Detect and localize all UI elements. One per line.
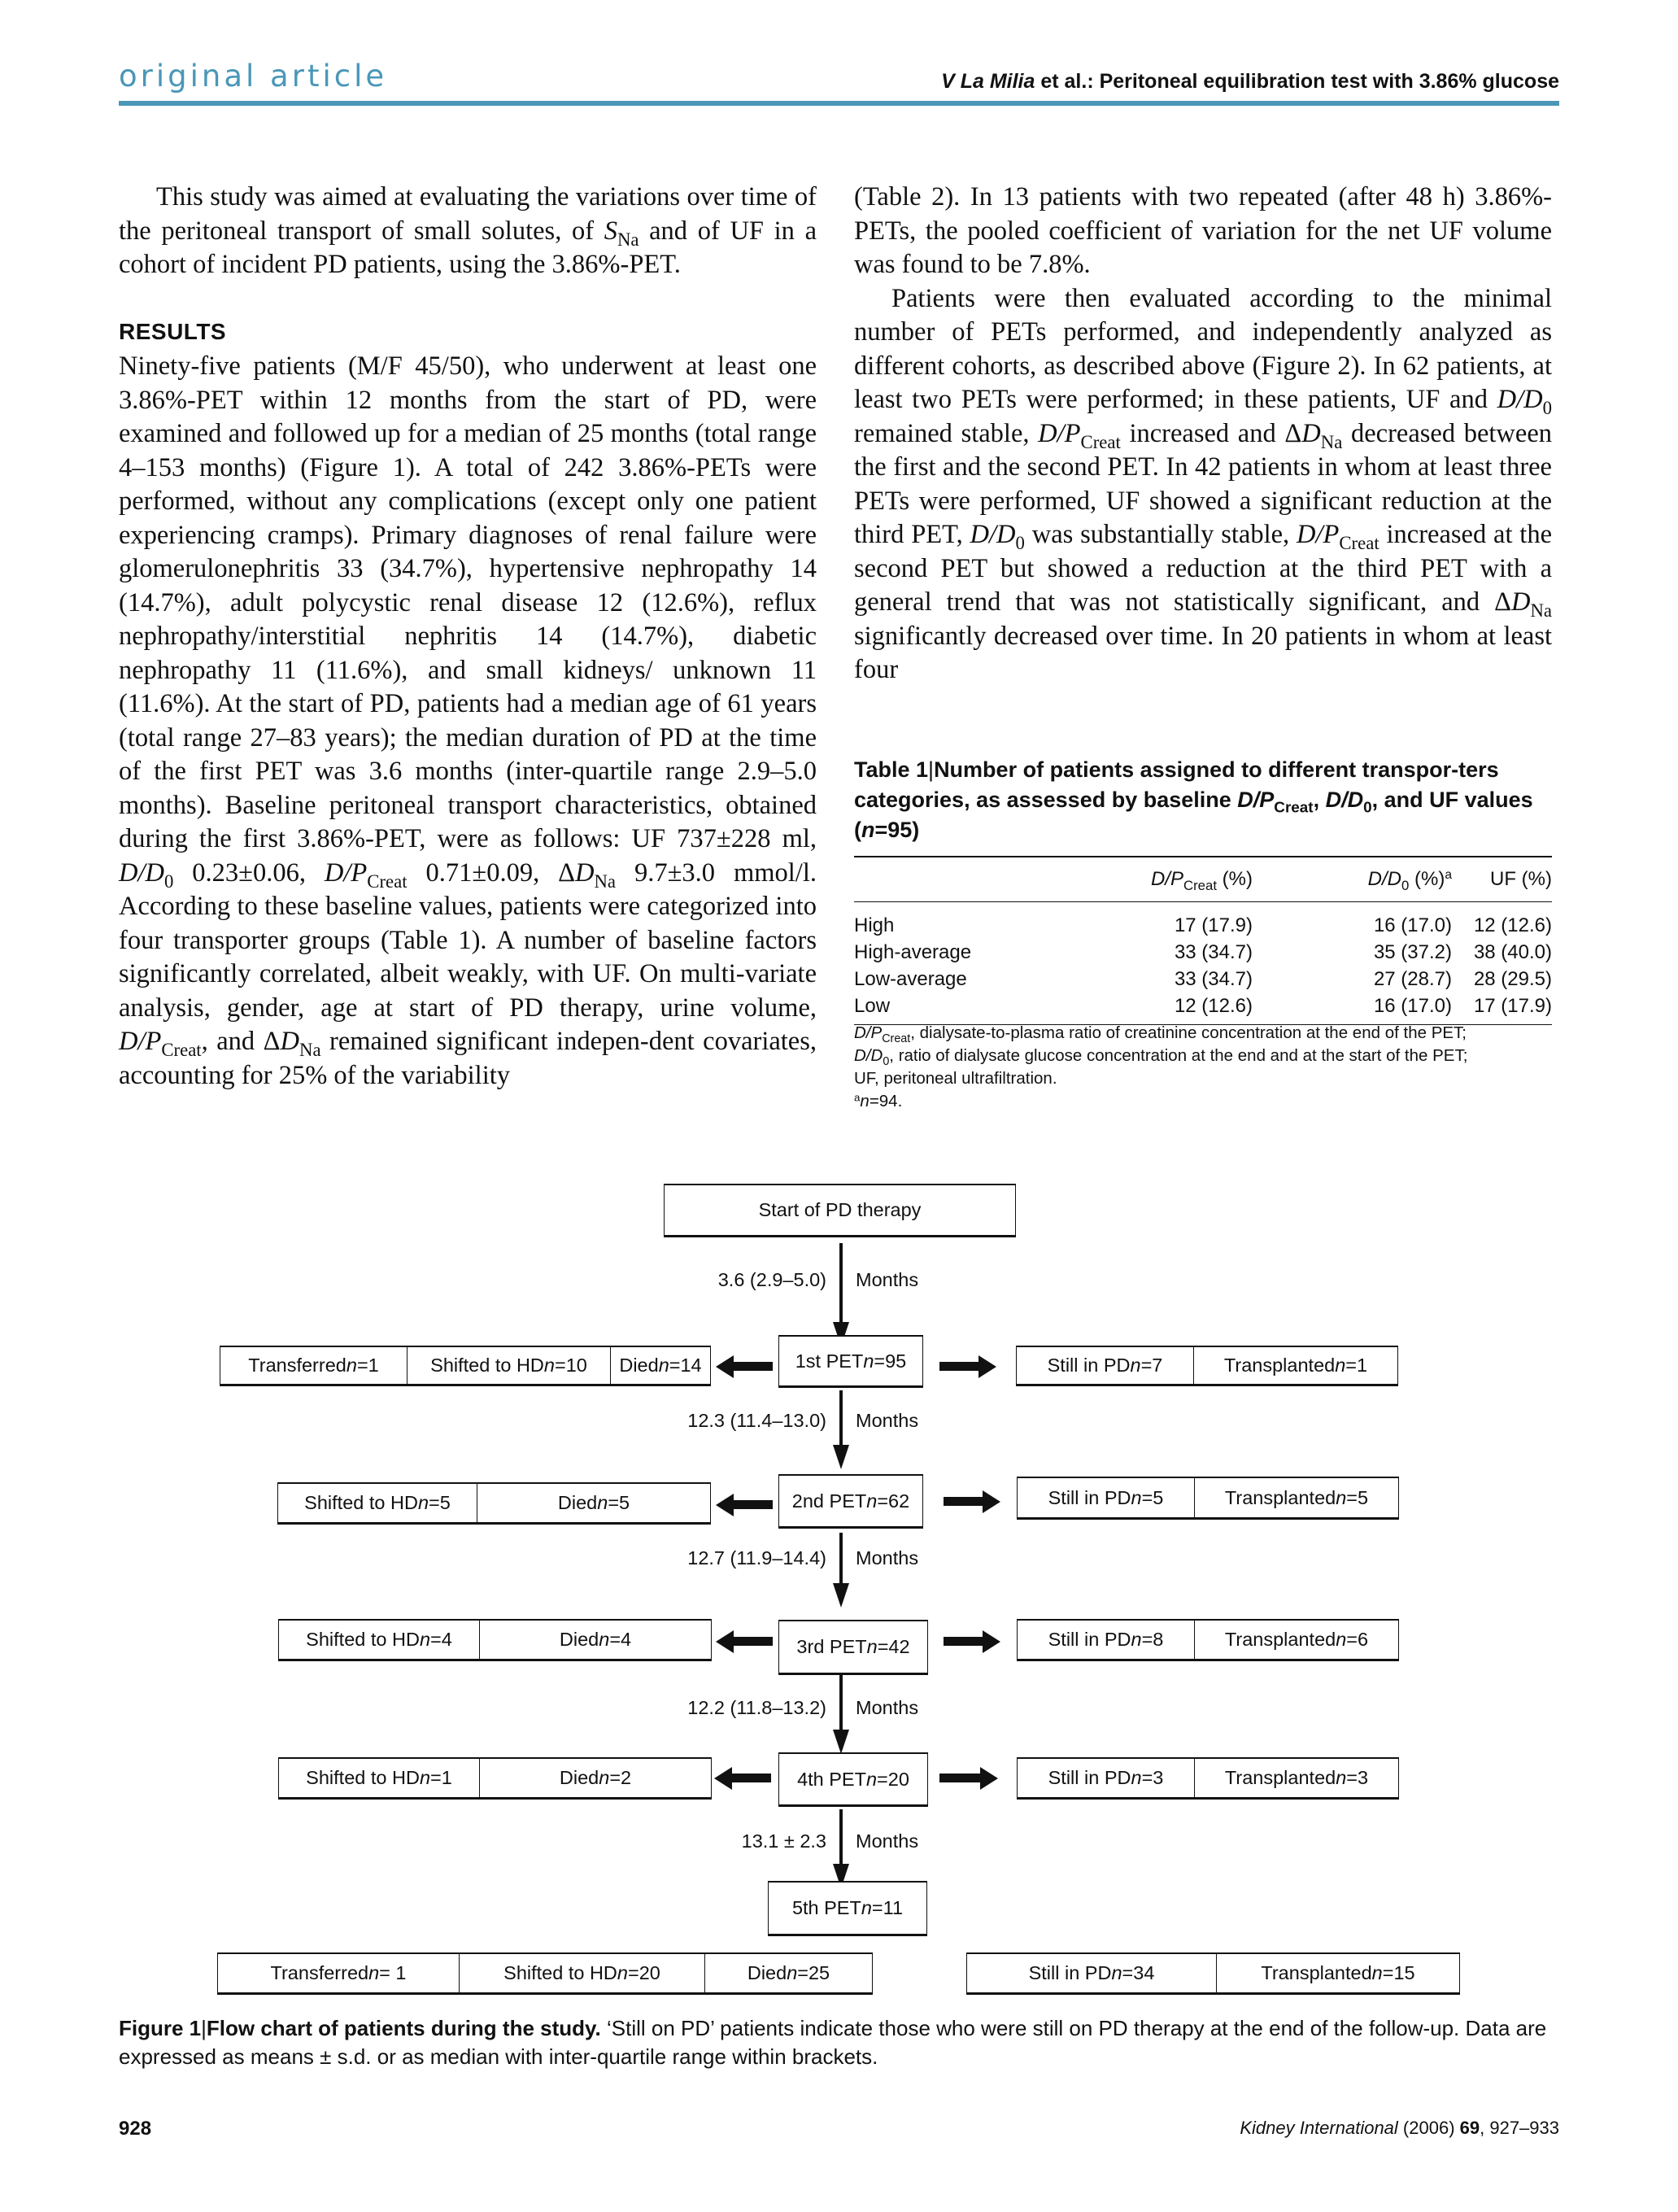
arrow-down-icon	[833, 1730, 849, 1754]
final-still-in-pd: Still in PD n =34	[967, 1954, 1217, 1992]
running-title-authors: V La Milia	[941, 70, 1035, 93]
footnote-uf: UF, peritoneal ultrafiltration.	[854, 1069, 1057, 1088]
figure-caption: Figure 1|Flow chart of patients during the study. ‘Still on PD’ patients indicate those who were still on PD therapy at the end of the follow-up. Data are expressed as means ± s.d. or as median with inter-quartile range within brackets.	[119, 2016, 1547, 2069]
pet-box-1: 1st PET n =95	[778, 1335, 923, 1388]
running-title	[941, 70, 1559, 94]
arrow-left-shaft	[732, 1637, 773, 1646]
arrow-right-icon	[980, 1767, 998, 1790]
results-paragraph: Ninety-five patients (M/F 45/50), who underwent at least one 3.86%-PET within 12 months from the start of PD, were examined and followed up for a median of 25 months (total range 4–153 months) (Figure 1). A total of 242 3.86%-PETs were performed, without any complications (except only one patient experiencing cramps). Primary diagnoses of renal failure were glomerulonephritis 33 (34.7%), hypertensive nephropathy 14 (14.7%), adult polycystic renal disease 12 (12.6%), reflux nephropathy/interstitial nephritis 14 (14.7%), diabetic nephropathy 11 (11.6%), and small kidneys/ unknown 11 (11.6%). At the start of PD, patients had a median age of 61 years (total range 27–83 years); the median duration of PD at the time of the first PET was 3.6 months (inter-quartile range 2.9–5.0 months). Baseline peritoneal transport characteristics, obtained during the first 3.86%-PET, were as follows: UF 737±228 ml, $D/D_0$ 0.23±0.06, $D/P_{Creat}$ 0.71±0.09, $\Delta D_{Na}$ 9.7±3.0 mmol/l. According to these baseline values, patients were categorized into four transporter groups (Table 1). A number of baseline factors significantly correlated, albeit weakly, with UF. On multi-variate analysis, gender, age at start of PD therapy, urine volume, $D/P_{Creat}$, and $\Delta D_{Na}$ remained significant indepen-dent covariates, accounting for 25% of the variability	[119, 351, 817, 1090]
arrow-right-icon	[978, 1355, 996, 1378]
table-row: High-average 33 (34.7) 35 (37.2) 38 (40.0)	[854, 940, 1552, 963]
outcome-died: Died n =5	[557, 1492, 630, 1513]
table-row: Low 12 (12.6) 16 (17.0) 17 (17.9)	[854, 994, 1552, 1017]
column-header-category	[854, 857, 1053, 902]
arrow-left-icon	[714, 1767, 732, 1790]
transporter-table	[854, 856, 1552, 1025]
interval-label: 13.1 ± 2.3	[741, 1830, 826, 1852]
outcome-still-in-pd: Still in PD n =7	[1017, 1347, 1194, 1384]
page-number: 928	[119, 2118, 152, 2140]
pet-box-2: 2nd PET n =62	[778, 1474, 923, 1529]
outcome-box-right	[1016, 1346, 1398, 1386]
arrow-right-icon	[983, 1490, 1000, 1513]
table-title: Table 1|Number of patients assigned to different transpor-ters categories, as assessed by baseline $D/P_{Creat}$, $D/D_0$, and UF values (n=95)	[854, 757, 1533, 842]
column-header-dp-creat: $D/P_{Creat}$ (%)	[1150, 868, 1253, 893]
connector-line	[839, 1675, 843, 1732]
footnote-dd0: $D/D_0$, ratio of dialysate glucose concentration at the end and at the start of the PET;	[854, 1046, 1468, 1069]
final-died: Died n =25	[747, 1962, 830, 1983]
arrow-left-shaft	[730, 1774, 771, 1782]
section-label: original article	[119, 59, 388, 94]
connector-line	[839, 1533, 843, 1586]
outcome-box-left	[278, 1757, 712, 1800]
outcome-died: Died n =2	[559, 1767, 632, 1788]
arrow-right-shaft	[939, 1774, 982, 1782]
pet-box-5: 5th PET n =11	[768, 1881, 927, 1936]
outcome-shifted-hd: Shifted to HD n =1	[279, 1759, 480, 1797]
left-column	[119, 181, 817, 1093]
arrow-right-shaft	[944, 1637, 984, 1646]
outcome-still-in-pd: Still in PD n =8	[1018, 1621, 1195, 1659]
interval-label: 3.6 (2.9–5.0)	[717, 1269, 826, 1290]
table-row: Low-average 33 (34.7) 27 (28.7) 28 (29.5)	[854, 967, 1552, 990]
arrow-left-shaft	[732, 1362, 773, 1371]
outcome-transferred: Transferred n =1	[220, 1347, 408, 1384]
table-header-row	[854, 857, 1552, 902]
footnote-a: $^a$n=94.	[854, 1091, 903, 1110]
final-transferred: Transferred n = 1	[218, 1954, 460, 1992]
interval-label: 12.3 (11.4–13.0)	[687, 1410, 826, 1431]
journal-citation: Kidney International (2006) 69, 927–933	[1240, 2118, 1559, 2138]
outcome-transplanted: Transplanted n =5	[1224, 1486, 1369, 1508]
header-rule	[119, 101, 1559, 106]
connector-line	[839, 1809, 843, 1866]
final-transplanted: Transplanted n =15	[1261, 1962, 1415, 1983]
right-column	[854, 181, 1552, 687]
arrow-left-icon	[716, 1630, 734, 1653]
outcome-transplanted: Transplanted n =6	[1224, 1629, 1369, 1650]
arrow-left-icon	[716, 1494, 734, 1516]
months-label: Months	[856, 1830, 919, 1852]
outcome-died: Died n =14	[619, 1355, 702, 1376]
pet-box-3: 3rd PET n =42	[778, 1620, 928, 1675]
table-row: High 17 (17.9) 16 (17.0) 12 (12.6)	[854, 914, 1552, 936]
connector-line	[839, 1390, 843, 1447]
outcome-transplanted: Transplanted n =1	[1223, 1355, 1368, 1376]
column-header-dd0: $D/D_0$ (%)$^a$	[1367, 868, 1452, 893]
pet-box-4: 4th PET n =20	[778, 1752, 928, 1807]
interval-label: 12.7 (11.9–14.4)	[687, 1547, 826, 1568]
connector-line	[839, 1243, 843, 1324]
outcome-box-right	[1017, 1619, 1399, 1661]
right-paragraph-2: Patients were then evaluated according to the minimal number of PETs performed, and independently analyzed as different cohorts, as described above (Figure 2). In 62 patients, at least two PETs were performed; in these patients, UF and $D/D_0$ remained stable, $D/P_{Creat}$ increased and $\Delta D_{Na}$ decreased between the first and the second PET. In 42 patients in whom at least three PETs were performed, UF showed a significant reduction at the third PET, $D/D_0$ was substantially stable, $D/P_{Creat}$ increased at the second PET but showed a reduction at the third PET with a general trend that was not statistically significant, and $\Delta D_{Na}$ significantly decreased over time. In 20 patients in whom at least four	[854, 283, 1553, 684]
arrow-down-icon	[833, 1583, 849, 1608]
column-header-uf: UF (%)	[1490, 868, 1552, 890]
outcome-died: Died n =4	[559, 1629, 632, 1650]
outcome-still-in-pd: Still in PD n =5	[1018, 1478, 1195, 1517]
arrow-left-icon	[716, 1355, 734, 1378]
months-label: Months	[856, 1410, 919, 1431]
table-footnotes	[854, 1022, 1552, 1113]
footnote-dp-creat: $D/P_{Creat}$, dialysate-to-plasma ratio of creatinine concentration at the end of the PET;	[854, 1023, 1467, 1046]
outcome-box-left	[278, 1619, 712, 1661]
results-heading: RESULTS	[119, 318, 227, 344]
interval-label: 12.2 (11.8–13.2)	[687, 1697, 826, 1718]
final-outcome-box-right	[966, 1952, 1460, 1995]
right-paragraph-1: (Table 2). In 13 patients with two repeated (after 48 h) 3.86%-PETs, the pooled coefficient of variation for the net UF volume was found to be 7.8%.	[854, 182, 1552, 279]
arrow-right-icon	[983, 1630, 1000, 1653]
outcome-shifted-hd: Shifted to HD n =4	[279, 1621, 480, 1659]
outcome-shifted-hd: Shifted to HD n =5	[278, 1484, 477, 1522]
outcome-box-left	[277, 1482, 711, 1525]
months-label: Months	[856, 1269, 919, 1290]
start-box: Start of PD therapy	[664, 1184, 1016, 1237]
outcome-box-right	[1017, 1757, 1399, 1800]
months-label: Months	[856, 1547, 919, 1568]
outcome-transplanted: Transplanted n =3	[1224, 1767, 1369, 1788]
arrow-right-shaft	[939, 1362, 980, 1371]
running-title-text: et al.: Peritoneal equilibration test with 3.86% glucose	[1035, 70, 1559, 93]
arrow-down-icon	[833, 1445, 849, 1469]
final-shifted-hd: Shifted to HD n =20	[460, 1954, 705, 1992]
final-outcome-box-left	[217, 1952, 873, 1995]
months-label: Months	[856, 1697, 919, 1718]
outcome-still-in-pd: Still in PD n =3	[1018, 1759, 1195, 1797]
arrow-left-shaft	[732, 1500, 773, 1509]
outcome-shifted-hd: Shifted to HD n =10	[408, 1347, 611, 1384]
outcome-box-right	[1017, 1477, 1399, 1520]
outcome-box-left	[220, 1346, 711, 1386]
intro-paragraph: This study was aimed at evaluating the variations over time of the peritoneal transport of small solutes, of $S_{Na}$ and of UF in a cohort of incident PD patients, using the 3.86%-PET.	[119, 182, 817, 279]
arrow-right-shaft	[944, 1497, 984, 1506]
